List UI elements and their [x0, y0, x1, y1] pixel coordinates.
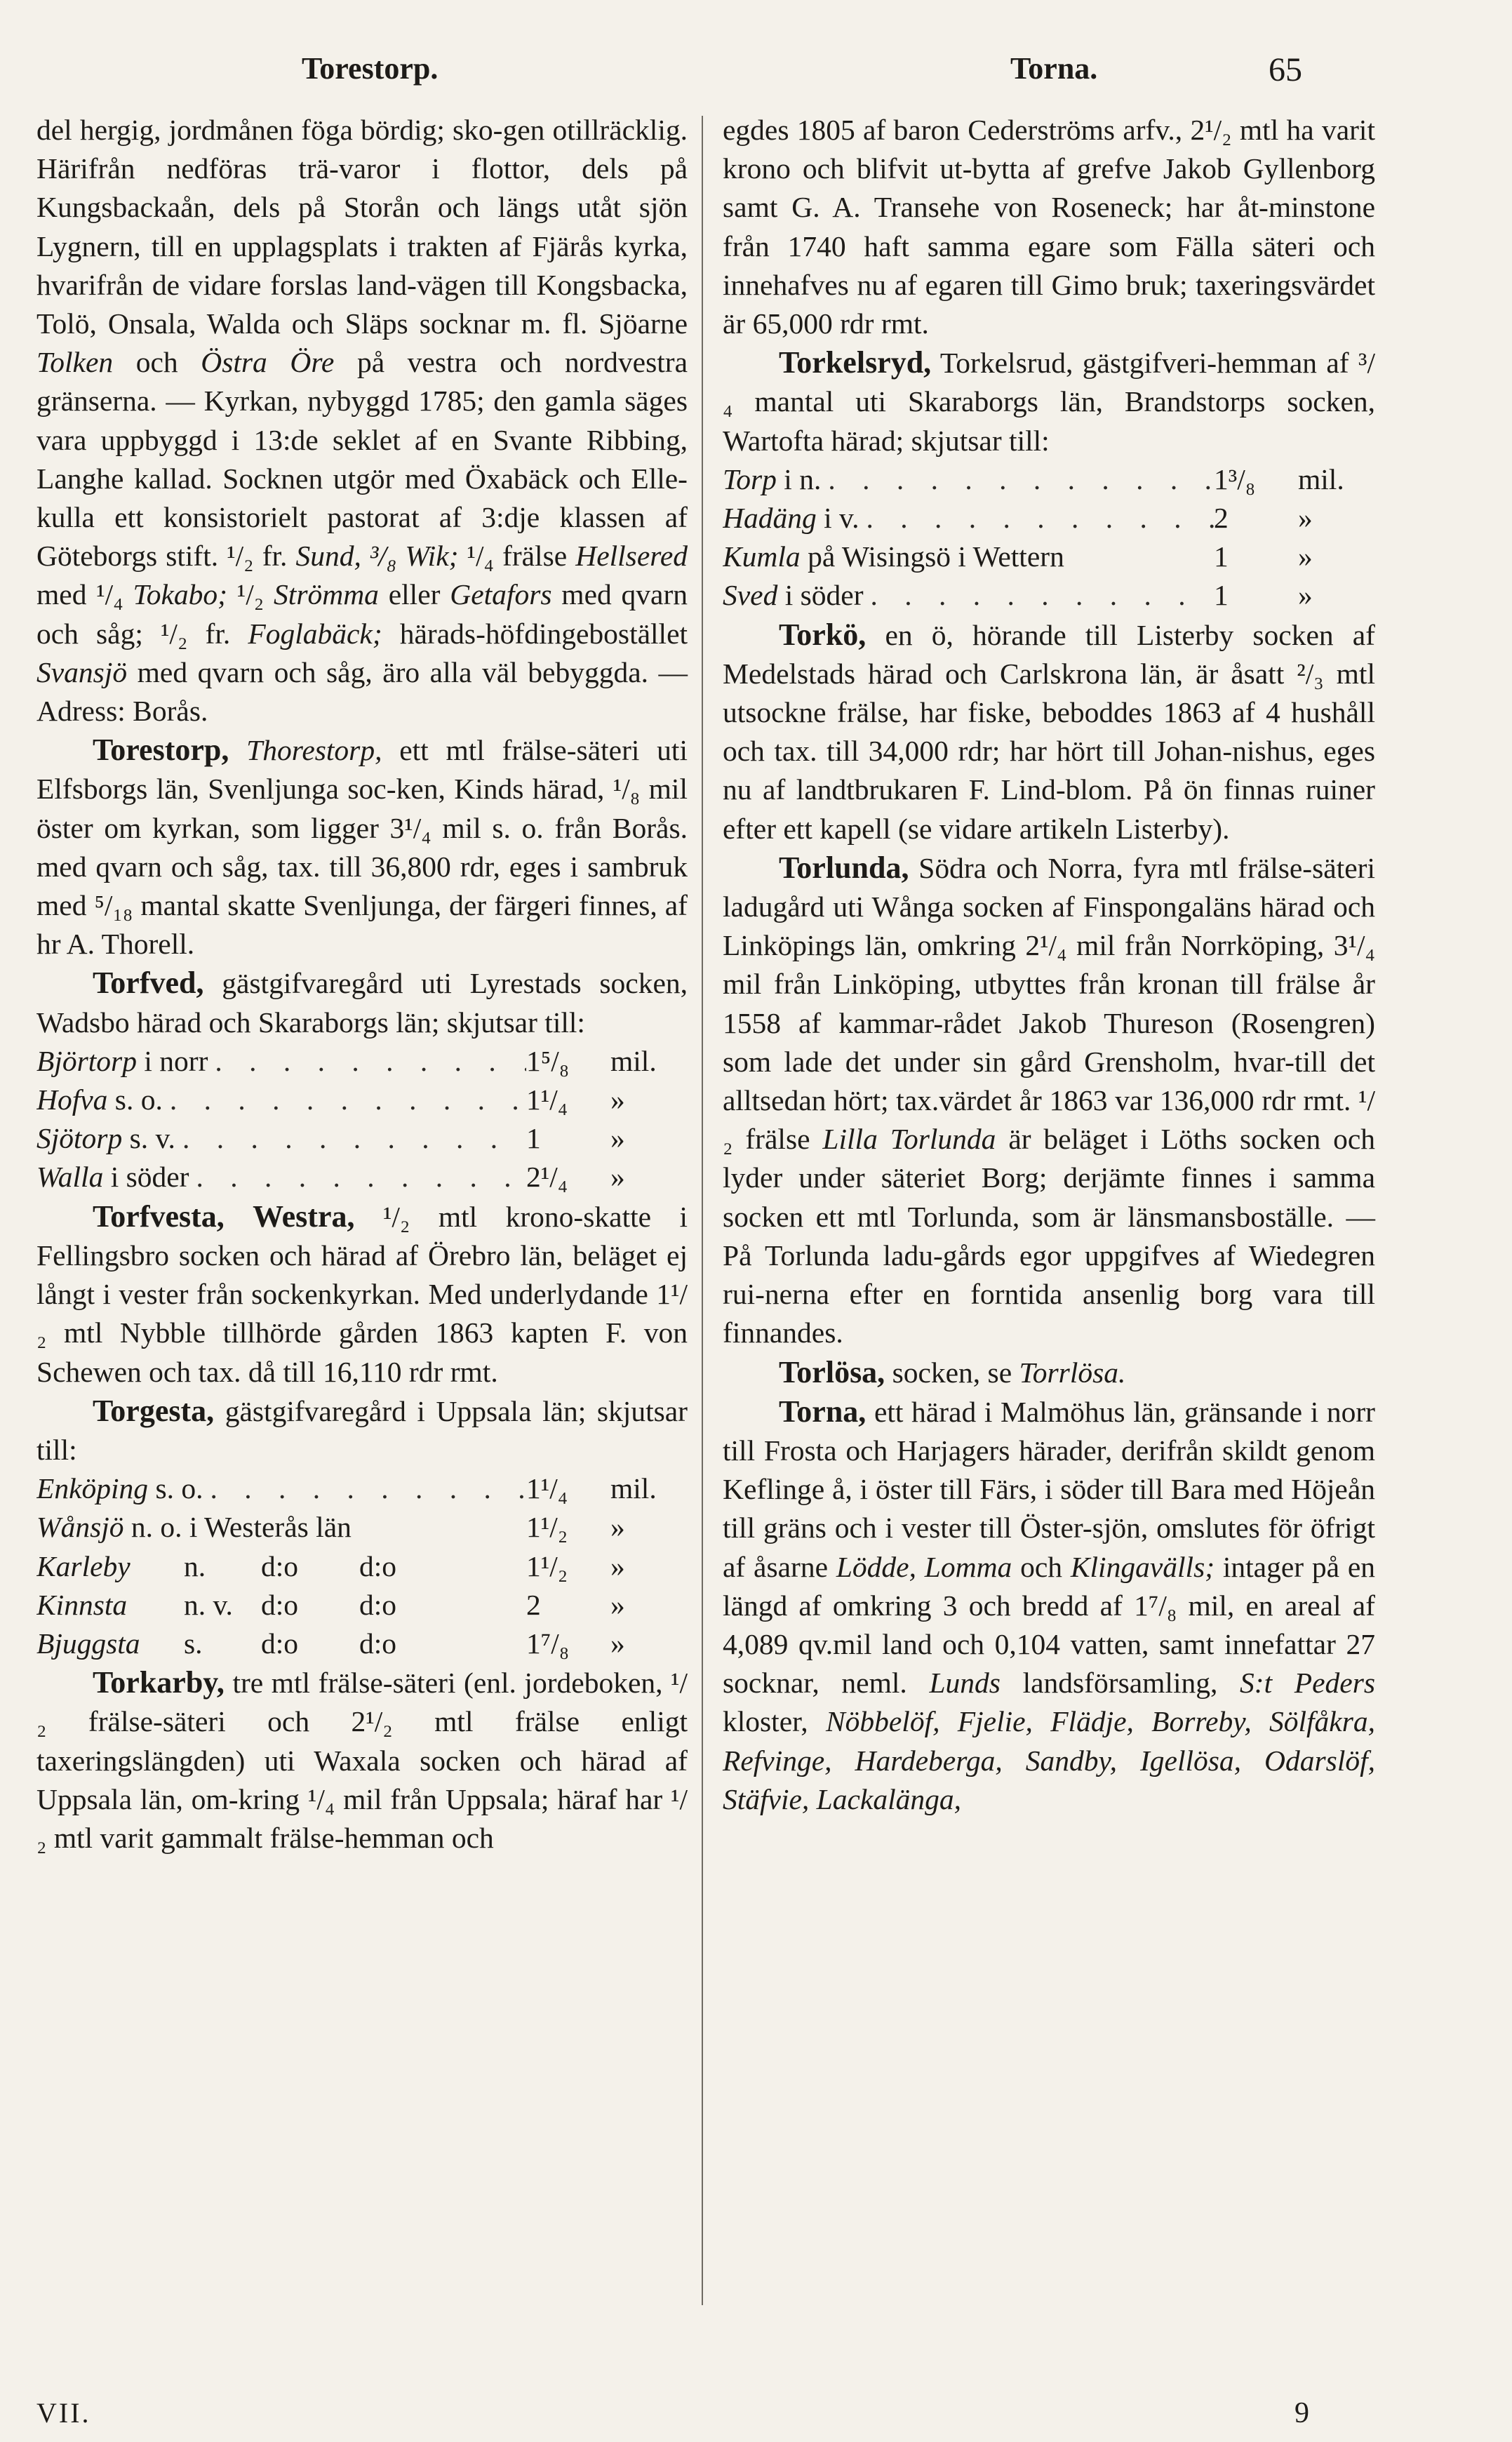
text-run: på vestra och nordvestra gränserna. — Kyrkan, nybyggd 1785; den gamla säges vara uppbyggd i 13:de seklet af en Svante Ribbing, Langhe kallad. Socknen utgör med Öxabäck och Elle-kulla ett konsistorielt pastorat af 3:dje klassen af Göteborgs stift.	[36, 346, 688, 573]
ditto-mark: d:o	[359, 1588, 397, 1621]
unit: mil.	[1298, 462, 1344, 495]
cross-reference: Torrlösa.	[1019, 1356, 1126, 1389]
headword: Torfvesta, Westra,	[93, 1199, 355, 1234]
entry-torko	[723, 615, 1375, 848]
place-name: Klingavälls;	[1070, 1550, 1215, 1583]
entry-text: en ö, hörande till Listerby socken af Medelstads härad och Carlskrona län, är åsatt ²/₃ mtl utsockne frälse, har fiske, beboddes 1863 af 4 hushåll och tax. till 34,000 rdr; har hört till Johan-nishus, eges nu af landtbrukaren F. Lind-blom. På ön finnas ruiner efter ett kapell (se vidare artikeln Listerby).	[723, 618, 1375, 845]
direction: i söder	[784, 579, 864, 612]
destination: Björtorp	[36, 1044, 137, 1077]
distance: 1	[1214, 579, 1229, 612]
leader-dots	[175, 1119, 526, 1158]
leader-dots	[163, 1081, 526, 1119]
place-name: Lilla Torlunda	[822, 1123, 996, 1156]
ditto-mark: d:o	[261, 1627, 299, 1660]
entry-text: och	[1020, 1550, 1063, 1583]
distance-row	[36, 1119, 688, 1158]
distance-table	[36, 1042, 688, 1197]
entry-text: ¹/₂ mtl krono-skatte i Fellingsbro socken och härad af Örebro län, beläget ej långt i vester från sockenkyrkan. Med underlydande 1¹/₂ mtl Nybble tillhörde gården 1863 kapten F. von Schewen och tax. då till 16,110 rdr rmt.	[36, 1200, 688, 1388]
direction: s.	[184, 1627, 203, 1660]
direction: n. o.	[131, 1511, 182, 1544]
ditto-mark: d:o	[261, 1588, 299, 1621]
distance-row	[36, 1547, 688, 1586]
unit: mil.	[610, 1044, 657, 1077]
place-name: Svansjö	[36, 655, 128, 688]
running-head-left: Torestorp.	[302, 51, 439, 86]
place-name: Strömma	[274, 578, 379, 611]
distance: 1¹/₂	[526, 1511, 568, 1544]
place-name: Sund, ³/₈ Wik;	[295, 540, 459, 573]
destination: Kinnsta	[36, 1588, 128, 1621]
distance: 2	[526, 1588, 541, 1621]
entry-text: socken, se	[892, 1356, 1012, 1389]
place-name: Foglabäck;	[248, 617, 382, 650]
text-run: härads-höfdingebostället	[399, 617, 688, 650]
entry-text: intager på en längd af omkring 3 och bredd af 1⁷/₈ mil, en areal af 4,089 qv.mil land och 0,104 vatten, samt innefattar 27 socknar, neml.	[723, 1550, 1376, 1700]
entry-torestorp	[36, 730, 688, 963]
entry-torkelsryd	[723, 343, 1375, 460]
column-divider	[702, 116, 703, 2305]
entry-text: ett härad i Malmöhus län, gränsande i norr till Frosta och Harjagers härader, derifrån skildt genom Keflinge å, i öster till Färs, i söder till Bara med Höjeån till gräns och i vester till Öster-sjön, omslutes för öfrigt af åsarne	[723, 1395, 1375, 1583]
headword: Torkö,	[779, 617, 867, 652]
leader-dots	[208, 1042, 526, 1081]
unit: »	[610, 1083, 625, 1116]
entry-torgesta	[36, 1392, 688, 1469]
destination: Kumla	[723, 540, 801, 573]
entry-text: ett mtl frälse-säteri uti Elfsborgs län, Svenljunga soc-ken, Kinds härad, ¹/₈ mil öster om kyrkan, som ligger 3¹/₄ mil s. o. från Borås. med qvarn och såg, tax. till 36,800 rdr, eges i sambruk med ⁵/₁₈ mantal skatte Svenljunga, der färgeri finnes, af hr A. Thorell.	[36, 734, 688, 961]
unit: »	[610, 1511, 625, 1544]
destination: Sjötorp	[36, 1122, 123, 1155]
destination: Hadäng	[723, 502, 817, 535]
destination: Bjuggsta	[36, 1627, 140, 1660]
place-name: Lödde, Lomma	[836, 1550, 1012, 1583]
leader-dots	[859, 499, 1214, 538]
place-name: Östra Öre	[201, 346, 335, 379]
distance-row	[36, 1042, 688, 1081]
direction: n.	[184, 1549, 206, 1582]
direction: i v.	[824, 502, 859, 535]
distance-row	[723, 460, 1375, 499]
direction: på Wisingsö i Wettern	[808, 540, 1064, 573]
distance-row	[723, 499, 1375, 538]
direction: i norr	[144, 1044, 208, 1077]
place-name: Tolken	[36, 346, 114, 379]
headword: Torna,	[779, 1394, 867, 1429]
distance-table	[723, 460, 1375, 615]
unit: »	[610, 1161, 625, 1194]
place-name: Thorestorp,	[246, 734, 382, 767]
distance: 1	[526, 1122, 541, 1155]
destination: Karleby	[36, 1549, 131, 1582]
parish-list: Nöbbelöf, Fjelie, Flädje, Borreby, Sölfåkra, Refvinge, Hardeberga, Sandby, Igellösa, Odarslöf, Stäfvie, Lackalänga,	[723, 1705, 1375, 1815]
unit: »	[1298, 579, 1313, 612]
headword: Torkelsryd,	[779, 345, 932, 380]
county-note: i Westerås län	[189, 1511, 352, 1544]
entry-torfvesta	[36, 1197, 688, 1392]
direction: s. o.	[114, 1083, 163, 1116]
entry-text: kloster,	[723, 1705, 808, 1738]
leader-dots	[821, 460, 1214, 499]
place-name: Tokabo;	[133, 578, 227, 611]
distance: 2	[1214, 502, 1229, 535]
running-head-center: Torna.	[1010, 51, 1098, 86]
right-column	[723, 111, 1375, 1819]
headword: Torfved,	[93, 966, 204, 1001]
distance-row	[723, 576, 1375, 615]
continued-paragraph: egdes 1805 af baron Cederströms arfv., 2¹/₂ mtl ha varit krono och blifvit ut-bytta af grefve Jakob Gyllenborg samt G. A. Transehe von Roseneck; har åt-minstone från 1740 haft samma egare som Fälla säteri och innehafves nu af egaren till Gimo bruk; taxeringsvärdet är 65,000 rdr rmt.	[723, 114, 1375, 340]
text-run: del hergig, jordmånen föga bördig; sko-gen otillräcklig. Härifrån nedföras trä-varor i flottor, dels på Kungsbackaån, dels på Storån och längs utåt sjön Lygnern, till en upplagsplats i trakten af Fjärås kyrka, hvarifrån de vidare forslas land-vägen till Kongsbacka, Tolö, Onsala, Walda och Släps socknar m. fl. Sjöarne	[36, 114, 688, 340]
direction: n. v.	[184, 1588, 233, 1621]
text-run: med qvarn och såg; ¹/₂ fr.	[36, 578, 688, 650]
entry-torlunda	[723, 848, 1375, 1353]
leader-dots	[189, 1158, 527, 1196]
text-run: med ¹/₄	[36, 578, 123, 611]
unit: »	[610, 1549, 625, 1582]
unit: »	[610, 1588, 625, 1621]
ditto-mark: d:o	[261, 1549, 299, 1582]
distance: 1⁵/₈	[526, 1044, 570, 1077]
distance: 1³/₈	[1214, 462, 1256, 495]
left-column	[36, 111, 688, 1857]
distance-row	[36, 1158, 688, 1196]
ditto-mark: d:o	[359, 1549, 397, 1582]
distance: 1⁷/₈	[526, 1627, 570, 1660]
direction: s. o.	[155, 1472, 203, 1505]
distance: 1¹/₂	[526, 1549, 568, 1582]
signature-mark: VII.	[36, 2397, 91, 2429]
leader-dots	[864, 576, 1214, 615]
direction: s. v.	[129, 1122, 175, 1155]
text-run: ¹/₄ frälse	[467, 540, 568, 573]
unit: »	[610, 1122, 625, 1155]
destination: Walla	[36, 1161, 104, 1194]
place-name: Hellsered	[575, 540, 688, 573]
entry-text: Torkelsrud, gästgifveri-hemman af ³/₄ mantal uti Skaraborgs län, Brandstorps socken, Wartofta härad; skjutsar till:	[723, 347, 1375, 457]
unit: »	[610, 1627, 625, 1660]
continued-paragraph	[36, 111, 688, 730]
entry-torkarby	[36, 1663, 688, 1857]
text-run: och	[135, 346, 178, 379]
page-number: 65	[1269, 51, 1302, 88]
place-name: Lunds	[929, 1667, 1001, 1700]
distance-row	[36, 1081, 688, 1119]
unit: »	[1298, 502, 1313, 535]
entry-torna	[723, 1392, 1375, 1819]
direction: i söder	[110, 1161, 189, 1194]
destination: Wånsjö	[36, 1511, 124, 1544]
unit: »	[1298, 540, 1313, 573]
entry-text: Södra och Norra, fyra mtl frälse-säteri ladugård uti Wånga socken af Finspongaläns härad och Linköpings län, omkring 2¹/₄ mil från Norrköping, 3¹/₄ mil från Linköping, utbyttes från kronan till frälse år 1558 af kammar-rådet Jakob Thureson (Rosengren) som lade det under sin gård Grensholm, hvar-till det alltsedan hört; tax.värdet år 1863 var 136,000 rdr rmt. ¹/₂ frälse	[723, 851, 1375, 1156]
place-name: Getafors	[450, 578, 552, 611]
distance: 1¹/₄	[526, 1472, 568, 1505]
distance-table	[36, 1469, 688, 1663]
entry-text: gästgifvaregård i Uppsala län; skjutsar till:	[36, 1394, 688, 1466]
destination: Torp	[723, 462, 777, 495]
headword: Torestorp,	[93, 733, 229, 768]
distance-row	[36, 1508, 688, 1547]
distance-row	[36, 1586, 688, 1624]
distance-row	[36, 1469, 688, 1508]
entry-torlosa	[723, 1353, 1375, 1392]
folio-number: 9	[1294, 2397, 1309, 2429]
unit: mil.	[610, 1472, 657, 1505]
headword: Torlösa,	[779, 1354, 885, 1389]
distance-row	[36, 1624, 688, 1663]
leader-dots	[203, 1469, 526, 1508]
text-run: ¹/₂	[236, 578, 265, 611]
ditto-mark: d:o	[359, 1627, 397, 1660]
destination: Sved	[723, 579, 778, 612]
distance: 2¹/₄	[526, 1161, 568, 1194]
headword: Torkarby,	[93, 1665, 225, 1700]
running-head	[0, 51, 1512, 93]
text-run: ¹/₂ fr.	[227, 540, 288, 573]
headword: Torgesta,	[93, 1393, 215, 1428]
distance-row	[723, 538, 1375, 576]
entry-text: landsförsamling,	[1022, 1667, 1218, 1700]
place-name: S:t Peders	[1240, 1667, 1376, 1700]
direction: i n.	[784, 462, 822, 495]
headword: Torlunda,	[779, 850, 909, 885]
entry-text: gästgifvaregård uti Lyrestads socken, Wadsbo härad och Skaraborgs län; skjutsar till:	[36, 967, 688, 1039]
text-run: med qvarn och såg, äro alla väl bebyggda. — Adress: Borås.	[36, 655, 688, 728]
entry-text: är beläget i Löths socken och lyder under säteriet Borg; derjämte finnes i samma socken ett mtl Torlunda, som är länsmansboställe. — På Torlunda ladu-gårds egor uppgifves af Wiedegren rui-nerna efter en forntida ansenlig borg vara till finnandes.	[723, 1123, 1376, 1349]
distance: 1	[1214, 540, 1229, 573]
text-run: eller	[388, 578, 441, 611]
distance: 1¹/₄	[526, 1083, 568, 1116]
entry-text: tre mtl frälse-säteri (enl. jordeboken, ¹/₂ frälse-säteri och 2¹/₂ mtl frälse enligt taxeringslängden) uti Waxala socken och härad af Uppsala län, om-kring ¹/₄ mil från Uppsala; häraf har ¹/₂ mtl varit gammalt frälse-hemman och	[36, 1667, 688, 1854]
destination: Enköping	[36, 1472, 149, 1505]
entry-torfved	[36, 963, 688, 1041]
destination: Hofva	[36, 1083, 108, 1116]
